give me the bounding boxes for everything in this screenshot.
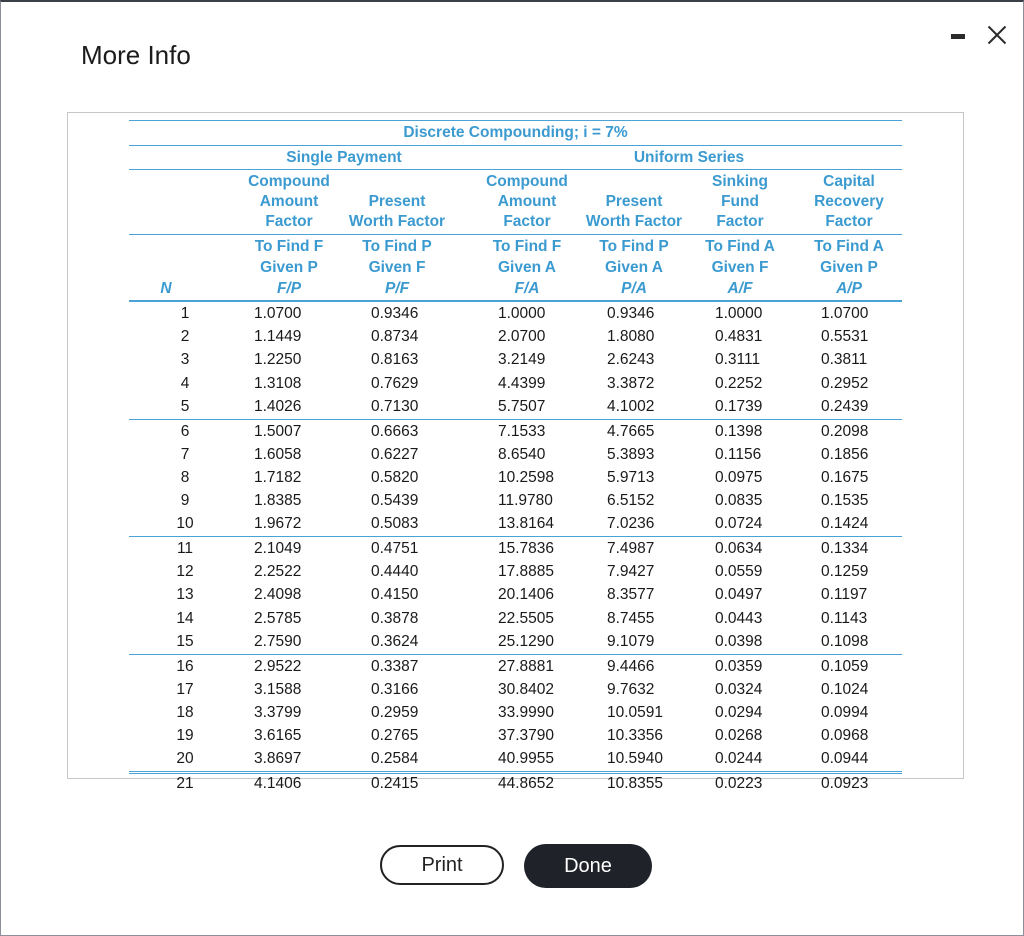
table-row xyxy=(129,724,902,747)
column-find-line: To Find F xyxy=(492,238,562,255)
table-rule xyxy=(129,120,902,121)
table-row xyxy=(129,747,902,770)
table-cell: 0.0634 xyxy=(715,540,763,557)
table-cell: 2.6243 xyxy=(607,351,655,369)
table-cell: 0.6663 xyxy=(371,422,419,440)
table-cell: 3.6165 xyxy=(254,727,302,745)
table-cell: 0.2439 xyxy=(821,397,869,415)
table-cell: 1.1449 xyxy=(254,328,302,346)
row-period: 10 xyxy=(176,515,194,533)
column-name-line: Amount xyxy=(259,193,319,210)
table-cell: 2.0700 xyxy=(498,328,546,346)
table-cell: 10.8355 xyxy=(607,775,664,792)
table-cell: 0.0968 xyxy=(821,727,869,745)
table-cell: 0.2959 xyxy=(371,703,419,721)
table-cell: 1.0000 xyxy=(715,305,763,322)
table-cell: 9.7632 xyxy=(607,680,655,698)
table-cell: 2.9522 xyxy=(254,657,302,675)
table-row xyxy=(129,302,902,325)
table-cell: 3.2149 xyxy=(498,351,546,369)
table-row xyxy=(129,512,902,535)
table-cell: 11.9780 xyxy=(498,492,553,510)
table-row xyxy=(129,537,902,560)
table-cell: 0.1739 xyxy=(715,397,763,415)
column-name-line: Factor xyxy=(265,213,313,230)
table-cell: 8.6540 xyxy=(498,445,546,463)
table-cell: 0.0443 xyxy=(715,609,763,627)
column-find-line: Given A xyxy=(498,259,556,276)
column-notation: F/A xyxy=(514,280,540,297)
table-cell: 0.5531 xyxy=(821,328,869,346)
table-cell: 0.3111 xyxy=(715,351,761,369)
column-name-line: Worth Factor xyxy=(348,213,446,230)
table-cell: 1.5007 xyxy=(254,422,302,440)
table-cell: 0.3878 xyxy=(371,609,419,627)
table-cell: 25.1290 xyxy=(498,632,555,650)
table-cell: 0.3624 xyxy=(371,632,419,650)
table-row xyxy=(129,395,902,418)
table-cell: 4.1406 xyxy=(254,775,302,792)
table-cell: 0.1197 xyxy=(821,586,868,604)
table-cell: 0.1098 xyxy=(821,632,869,650)
dialog-title: More Info xyxy=(81,40,191,70)
table-cell: 2.2522 xyxy=(254,563,302,581)
column-notation: F/P xyxy=(276,280,302,297)
column-notation: P/F xyxy=(384,280,410,297)
table-cell: 3.8697 xyxy=(254,750,302,768)
table-cell: 8.7455 xyxy=(607,609,655,627)
table-cell: 20.1406 xyxy=(498,586,555,604)
table-row xyxy=(129,678,902,701)
table-cell: 5.3893 xyxy=(607,445,655,463)
table-cell: 8.3577 xyxy=(607,586,655,604)
row-period: 2 xyxy=(180,328,190,346)
row-period: 20 xyxy=(176,750,194,768)
column-name-line: Fund xyxy=(721,193,759,210)
table-row xyxy=(129,420,902,443)
table-cell: 33.9990 xyxy=(498,703,555,721)
table-cell: 4.1002 xyxy=(607,397,655,415)
row-period: 16 xyxy=(176,657,194,675)
table-cell: 0.1143 xyxy=(821,609,868,627)
table-cell: 0.5820 xyxy=(371,468,419,486)
table-cell: 2.5785 xyxy=(254,609,302,627)
column-find-line: Given A xyxy=(605,259,663,276)
table-cell: 0.3811 xyxy=(821,351,868,369)
table-cell: 10.0591 xyxy=(607,703,664,721)
table-row xyxy=(129,772,902,795)
table-cell: 10.3356 xyxy=(607,727,664,745)
row-period: 15 xyxy=(176,632,194,650)
column-name-line: Compound xyxy=(248,173,330,190)
table-cell: 0.1059 xyxy=(821,657,869,675)
table-cell: 0.0975 xyxy=(715,468,763,486)
table-rule xyxy=(129,145,902,146)
table-cell: 10.5940 xyxy=(607,750,664,768)
group-divider xyxy=(129,773,902,774)
table-cell: 7.9427 xyxy=(607,563,655,581)
table-cell: 0.1024 xyxy=(821,680,869,698)
row-period: 9 xyxy=(180,492,190,510)
table-cell: 15.7836 xyxy=(498,540,555,557)
table-cell: 0.8163 xyxy=(371,351,419,369)
table-row xyxy=(129,372,902,395)
table-cell: 0.0944 xyxy=(821,750,869,768)
column-name-line: Recovery xyxy=(814,193,884,210)
table-cell: 10.2598 xyxy=(498,468,555,486)
table-row xyxy=(129,560,902,583)
table-cell: 0.2415 xyxy=(371,775,419,792)
column-name-line: Factor xyxy=(716,213,764,230)
table-cell: 27.8881 xyxy=(498,657,555,675)
table-cell: 9.4466 xyxy=(607,657,655,675)
table-cell: 5.9713 xyxy=(607,468,655,486)
table-rule xyxy=(129,234,902,235)
column-name-line: Amount xyxy=(497,193,557,210)
table-cell: 0.2765 xyxy=(371,727,419,745)
column-name-line: Present xyxy=(605,193,663,210)
table-row xyxy=(129,607,902,630)
column-find-line: To Find P xyxy=(362,238,432,255)
column-notation: P/A xyxy=(621,280,647,297)
table-cell: 0.1334 xyxy=(821,540,869,557)
table-cell: 0.9346 xyxy=(371,305,419,322)
table-cell: 0.1424 xyxy=(821,515,869,533)
table-row xyxy=(129,489,902,512)
table-cell: 0.1259 xyxy=(821,563,869,581)
table-cell: 0.5083 xyxy=(371,515,419,533)
table-cell: 0.4440 xyxy=(371,563,419,581)
column-name-line: Worth Factor xyxy=(585,213,683,230)
table-cell: 22.5505 xyxy=(498,609,555,627)
table-cell: 7.1533 xyxy=(498,422,546,440)
row-period: 5 xyxy=(180,397,190,415)
column-find-line: To Find F xyxy=(254,238,324,255)
table-cell: 0.1535 xyxy=(821,492,869,510)
table-cell: 0.0835 xyxy=(715,492,763,510)
table-row xyxy=(129,325,902,348)
table-cell: 0.0223 xyxy=(715,775,763,792)
table-cell: 0.6227 xyxy=(371,445,419,463)
row-period: 8 xyxy=(180,468,190,486)
table-cell: 0.8734 xyxy=(371,328,419,346)
table-cell: 0.2252 xyxy=(715,374,763,392)
table-cell: 0.1398 xyxy=(715,422,763,440)
table-cell: 2.7590 xyxy=(254,632,302,650)
table-cell: 0.4831 xyxy=(715,328,763,346)
table-cell: 0.0923 xyxy=(821,775,869,792)
group-uniform-series: Uniform Series xyxy=(633,149,745,166)
row-period: 12 xyxy=(176,563,194,581)
table-cell: 0.2098 xyxy=(821,422,869,440)
done-button[interactable]: Done xyxy=(524,844,652,888)
column-name-line: Capital xyxy=(823,173,875,190)
column-find-line: Given F xyxy=(368,259,426,276)
table-cell: 0.3166 xyxy=(371,680,419,698)
table-cell: 9.1079 xyxy=(607,632,655,650)
row-period: 1 xyxy=(180,305,190,322)
table-cell: 0.0724 xyxy=(715,515,763,533)
table-cell: 3.1588 xyxy=(254,680,302,698)
table-cell: 0.0398 xyxy=(715,632,763,650)
table-cell: 0.0324 xyxy=(715,680,763,698)
table-cell: 6.5152 xyxy=(607,492,655,510)
column-name-line: Present xyxy=(368,193,426,210)
table-row xyxy=(129,583,902,606)
table-cell: 4.7665 xyxy=(607,422,655,440)
table-cell: 0.4751 xyxy=(371,540,419,557)
print-button[interactable]: Print xyxy=(380,845,504,885)
table-cell: 1.2250 xyxy=(254,351,302,369)
table-cell: 7.4987 xyxy=(607,540,655,557)
group-single-payment: Single Payment xyxy=(286,149,402,166)
table-cell: 0.2584 xyxy=(371,750,419,768)
table-cell: 0.2952 xyxy=(821,374,869,392)
table-cell: 1.0700 xyxy=(254,305,302,322)
row-period: 11 xyxy=(176,540,194,557)
table-cell: 5.7507 xyxy=(498,397,546,415)
row-period: 19 xyxy=(176,727,194,745)
table-cell: 0.0359 xyxy=(715,657,763,675)
column-find-line: To Find A xyxy=(705,238,775,255)
minimize-icon[interactable] xyxy=(951,34,965,39)
row-period: 14 xyxy=(176,609,194,627)
table-cell: 1.9672 xyxy=(254,515,302,533)
table-cell: 0.0294 xyxy=(715,703,763,721)
column-name-line: Sinking xyxy=(712,173,768,190)
table-cell: 30.8402 xyxy=(498,680,555,698)
table-cell: 0.4150 xyxy=(371,586,419,604)
table-rule xyxy=(129,169,902,170)
row-period: 7 xyxy=(180,445,190,463)
table-cell: 7.0236 xyxy=(607,515,655,533)
table-cell: 2.4098 xyxy=(254,586,302,604)
table-caption: Discrete Compounding; i = 7% xyxy=(403,124,628,141)
row-period: 6 xyxy=(180,422,190,440)
column-name-line: Factor xyxy=(825,213,873,230)
table-cell: 13.8164 xyxy=(498,515,555,533)
row-period: 3 xyxy=(180,351,190,369)
table-cell: 1.0700 xyxy=(821,305,869,322)
table-row xyxy=(129,630,902,653)
column-notation: A/F xyxy=(727,280,753,297)
table-cell: 0.3387 xyxy=(371,657,419,675)
column-notation: A/P xyxy=(836,280,862,297)
table-row xyxy=(129,348,902,371)
table-cell: 0.1675 xyxy=(821,468,869,486)
table-cell: 2.1049 xyxy=(254,540,302,557)
table-cell: 0.9346 xyxy=(607,305,655,322)
table-row xyxy=(129,443,902,466)
table-cell: 0.0994 xyxy=(821,703,869,721)
row-period: 13 xyxy=(176,586,194,604)
table-cell: 1.7182 xyxy=(254,468,302,486)
column-find-line: Given F xyxy=(711,259,769,276)
table-cell: 4.4399 xyxy=(498,374,546,392)
table-cell: 0.0244 xyxy=(715,750,763,768)
table-cell: 1.3108 xyxy=(254,374,302,392)
row-period: 4 xyxy=(180,374,190,392)
column-name-line: Factor xyxy=(503,213,551,230)
table-cell: 0.0559 xyxy=(715,563,763,581)
table-cell: 1.6058 xyxy=(254,445,302,463)
table-cell: 0.5439 xyxy=(371,492,419,510)
table-cell: 1.0000 xyxy=(498,305,546,322)
table-cell: 37.3790 xyxy=(498,727,555,745)
table-cell: 1.8385 xyxy=(254,492,302,510)
row-period: 21 xyxy=(176,775,194,792)
table-cell: 1.4026 xyxy=(254,397,302,415)
table-row xyxy=(129,655,902,678)
table-row xyxy=(129,701,902,724)
table-cell: 0.1856 xyxy=(821,445,869,463)
table-cell: 0.0268 xyxy=(715,727,763,745)
column-find-line: Given P xyxy=(260,259,318,276)
column-name-line: Compound xyxy=(486,173,568,190)
column-find-line: To Find P xyxy=(599,238,669,255)
table-cell: 3.3799 xyxy=(254,703,302,721)
table-cell: 3.3872 xyxy=(607,374,655,392)
table-row xyxy=(129,466,902,489)
table-cell: 0.0497 xyxy=(715,586,763,604)
column-find-line: To Find A xyxy=(814,238,884,255)
row-period: 18 xyxy=(176,703,194,721)
table-cell: 17.8885 xyxy=(498,563,555,581)
column-find-line: Given P xyxy=(820,259,878,276)
table-cell: 44.8652 xyxy=(498,775,555,792)
table-cell: 0.7130 xyxy=(371,397,419,415)
close-icon[interactable] xyxy=(985,22,1009,48)
table-cell: 0.7629 xyxy=(371,374,419,392)
column-notation: N xyxy=(160,280,172,297)
table-scroll-frame[interactable] xyxy=(67,112,964,792)
table-cell: 1.8080 xyxy=(607,328,655,346)
table-cell: 40.9955 xyxy=(498,750,555,768)
row-period: 17 xyxy=(176,680,194,698)
table-cell: 0.1156 xyxy=(715,445,762,463)
